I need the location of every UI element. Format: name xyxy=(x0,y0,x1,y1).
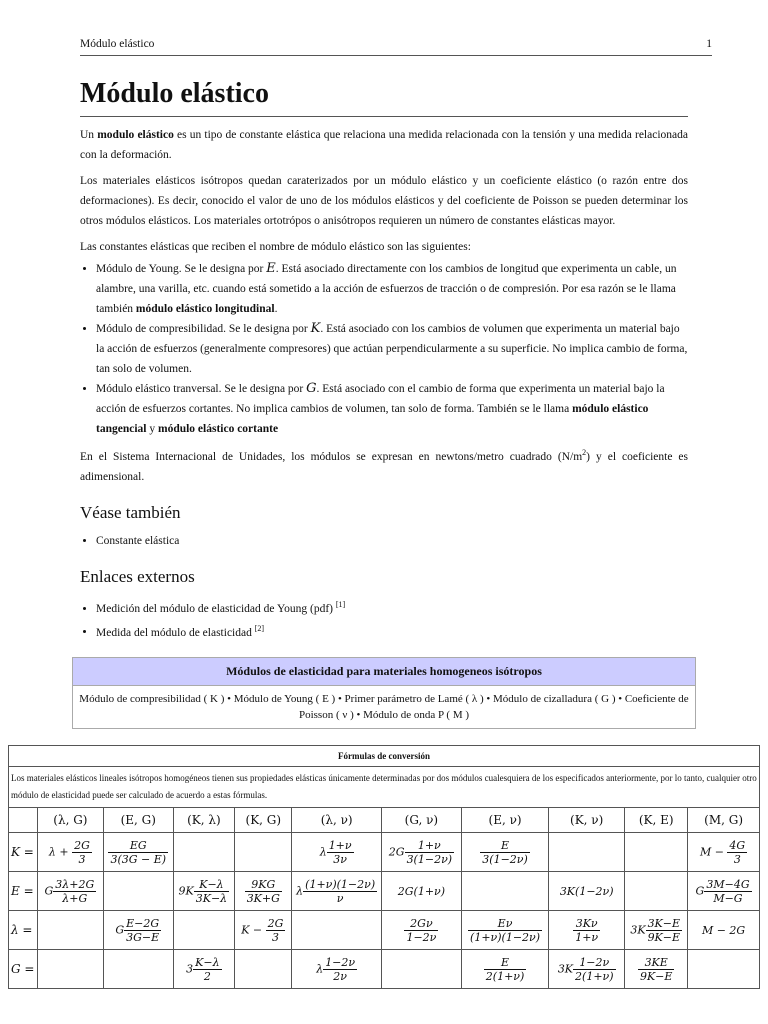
compress-pre: Módulo de compresibilidad. Se le designa por xyxy=(96,323,311,335)
formula-fraction xyxy=(404,917,438,944)
formula-cell xyxy=(461,950,548,989)
formula-cell xyxy=(37,911,103,950)
formula-cell: M − 2G xyxy=(688,911,760,950)
article-title: Módulo elástico xyxy=(80,78,688,117)
formula-cell xyxy=(688,833,760,872)
formula-cell xyxy=(235,911,292,950)
formula-prefix: λ + xyxy=(48,845,73,858)
fraction-numerator: 4G xyxy=(729,838,746,852)
units-paragraph xyxy=(80,443,688,487)
formula-prefix: G xyxy=(695,884,705,897)
formula-cell xyxy=(37,833,103,872)
fraction-numerator: 2G xyxy=(267,916,284,930)
formula-fraction xyxy=(327,839,354,866)
fraction-denominator: 3 xyxy=(733,852,741,866)
formula-cell xyxy=(625,833,688,872)
conversion-table xyxy=(8,745,760,989)
column-header: (λ, G) xyxy=(37,808,103,833)
see-also-heading: Véase también xyxy=(80,502,181,522)
formula-cell: 3K(1−2ν) xyxy=(549,872,625,911)
formula-fraction xyxy=(573,956,615,983)
navbox-title: Módulos de elasticidad para materiales homogeneos isótropos xyxy=(73,658,695,686)
formula-prefix: 3K xyxy=(630,923,646,936)
formula-fraction xyxy=(72,839,92,866)
fraction-numerator: Eν xyxy=(468,917,542,931)
fraction-denominator: M−G xyxy=(713,891,743,905)
fraction-denominator: 2(1+ν) xyxy=(485,969,525,983)
shear-bold-2: módulo elástico cortante xyxy=(157,423,279,435)
formula-cell xyxy=(235,833,292,872)
fraction-numerator: (1+ν)(1−2ν) xyxy=(305,877,376,891)
formula-fraction xyxy=(638,956,674,983)
formula-cell xyxy=(688,872,760,911)
formula-cell xyxy=(549,833,625,872)
conversion-rows xyxy=(9,833,760,989)
fraction-denominator: 9K−E xyxy=(639,969,673,983)
formula-cell xyxy=(292,833,381,872)
formula-fraction xyxy=(194,878,229,905)
formula-fraction xyxy=(704,878,751,905)
fraction-denominator: 3(1−2ν) xyxy=(406,852,453,866)
formula-cell xyxy=(549,911,625,950)
row-label: K = xyxy=(9,833,38,872)
fraction-denominator: 2ν xyxy=(333,969,347,983)
fraction-numerator: E−2G xyxy=(126,916,160,930)
formula-cell xyxy=(625,872,688,911)
formula-prefix: λ xyxy=(319,845,327,858)
fraction-numerator: 3λ+2G xyxy=(55,877,95,891)
formula-fraction xyxy=(245,878,282,905)
formula-cell xyxy=(625,911,688,950)
column-header: (λ, ν) xyxy=(292,808,381,833)
column-header xyxy=(9,808,38,833)
fraction-denominator: 2(1+ν) xyxy=(575,969,614,983)
conversion-row xyxy=(9,833,760,872)
fraction-numerator: 1+ν xyxy=(405,839,454,853)
formula-cell xyxy=(103,911,173,950)
formula-cell xyxy=(235,872,292,911)
formula-fraction xyxy=(266,917,286,944)
paragraph-constants: Las constantes elásticas que reciben el nombre de módulo elástico son las siguientes: xyxy=(80,241,471,253)
formula-fraction xyxy=(53,878,96,905)
formula-fraction xyxy=(405,839,454,866)
formula-cell xyxy=(461,872,548,911)
intro-pre: Un xyxy=(80,129,98,141)
list-item-young xyxy=(96,259,688,319)
young-symbol: E xyxy=(266,261,276,276)
formula-fraction xyxy=(573,917,600,944)
fraction-denominator: λ+G xyxy=(62,891,88,905)
external-links-heading: Enlaces externos xyxy=(80,566,195,586)
page-header xyxy=(80,38,712,56)
formula-prefix: G xyxy=(115,923,125,936)
column-header: (M, G) xyxy=(688,808,760,833)
shear-post: . Está asociado con el cambio de forma que experimenta un material bajo la acción de esfuerzos cortantes. No implica cambios de volumen, tan solo de forma. También se le llama xyxy=(96,383,665,415)
units-pre: En el Sistema Internacional de Unidades, los módulos se expresan en newtons/metro cuadrado (N/m xyxy=(80,450,583,463)
fraction-denominator: (1+ν)(1−2ν) xyxy=(470,930,541,944)
shear-symbol: G xyxy=(306,381,317,396)
fraction-numerator: 1+ν xyxy=(328,838,352,852)
formula-cell xyxy=(292,872,381,911)
fraction-denominator: 3ν xyxy=(333,852,347,866)
formula-fraction xyxy=(193,956,221,983)
formula-cell xyxy=(292,950,381,989)
fraction-numerator: K−λ xyxy=(194,878,229,892)
units-sup: 2 xyxy=(582,448,587,457)
formula-fraction xyxy=(468,917,542,944)
fraction-numerator: 2G xyxy=(74,838,90,852)
article-content xyxy=(80,78,688,642)
shear-pre: Módulo elástico tranversal. Se le designa por xyxy=(96,383,307,395)
fraction-denominator: 2 xyxy=(203,969,211,983)
external-link-text[interactable]: Medición del módulo de elasticidad de Young (pdf) xyxy=(96,602,336,615)
row-label: E = xyxy=(9,872,38,911)
external-link-ref[interactable]: [1] xyxy=(335,599,346,609)
column-header: (K, ν) xyxy=(549,808,625,833)
formula-fraction xyxy=(323,956,357,983)
formula-fraction xyxy=(303,878,377,905)
formula-prefix: λ xyxy=(296,884,304,897)
fraction-numerator: E xyxy=(484,956,526,970)
fraction-numerator: 2Gν xyxy=(404,917,438,931)
see-also-list xyxy=(80,531,688,551)
header-title: Módulo elástico xyxy=(80,38,155,50)
fraction-numerator: EG xyxy=(108,839,168,853)
navbox xyxy=(72,657,696,729)
row-label: G = xyxy=(9,950,38,989)
formula-prefix: 9K xyxy=(178,884,194,897)
fraction-denominator: 3G−E xyxy=(126,930,160,944)
intro-paragraph xyxy=(80,125,688,165)
navbox-body[interactable]: Módulo de compresibilidad ( K ) • Módulo de Young ( E ) • Primer parámetro de Lamé ( λ ) • Módulo de cizalladura ( G ) • Coeficiente de Poisson ( ν ) • Módulo de onda P ( M ) xyxy=(79,693,689,721)
conversion-header-row xyxy=(9,808,760,833)
fraction-numerator: K−λ xyxy=(195,955,220,969)
external-link-ref[interactable]: [2] xyxy=(254,623,265,633)
formula-cell xyxy=(461,833,548,872)
formula-fraction xyxy=(484,956,526,983)
formula-prefix: G xyxy=(44,884,54,897)
formula-cell xyxy=(688,950,760,989)
formula-fraction xyxy=(727,839,747,866)
external-link-item[interactable] xyxy=(96,619,688,643)
formula-prefix: K − xyxy=(241,923,266,936)
fraction-denominator: 3K+G xyxy=(246,891,280,905)
fraction-denominator: 3(3G − E) xyxy=(110,852,167,866)
fraction-numerator: 3Kν xyxy=(573,917,600,931)
fraction-denominator: ν xyxy=(336,891,344,905)
formula-cell: 2G(1+ν) xyxy=(381,872,461,911)
young-tail: . xyxy=(274,303,278,315)
column-header: (G, ν) xyxy=(381,808,461,833)
external-link-text[interactable]: Medida del módulo de elasticidad xyxy=(96,626,255,639)
formula-prefix: 2G xyxy=(388,845,405,858)
fraction-numerator: 3KE xyxy=(638,956,674,970)
conversion-description: Los materiales elásticos lineales isótropos homogéneos tienen sus propiedades elásticas únicamente determinadas por dos módulos cualesquiera de los especificados anteriormente, por lo tanto, cualquier otro módulo de elasticidad puede ser calculado de acuerdo a estas fórmulas. xyxy=(9,767,760,808)
row-label: λ = xyxy=(9,911,38,950)
units-post: ) y el coeficiente es adimensional. xyxy=(80,450,688,483)
formula-cell xyxy=(381,950,461,989)
fraction-numerator: 1−2ν xyxy=(573,956,615,970)
formula-cell xyxy=(173,833,235,872)
formula-cell xyxy=(235,950,292,989)
formula-cell xyxy=(381,911,461,950)
conversion-row xyxy=(9,950,760,989)
fraction-denominator: 3 xyxy=(272,930,280,944)
page-number: 1 xyxy=(706,38,712,50)
formula-cell xyxy=(103,833,173,872)
formula-prefix: 3 xyxy=(186,962,194,975)
young-pre: Módulo de Young. Se le designa por xyxy=(96,263,267,275)
formula-cell xyxy=(173,872,235,911)
formula-fraction xyxy=(646,917,682,944)
list-item-compressibility xyxy=(96,319,688,379)
fraction-denominator: 1+ν xyxy=(575,930,599,944)
fraction-numerator: 1−2ν xyxy=(325,955,356,969)
formula-cell xyxy=(461,911,548,950)
formula-fraction xyxy=(124,917,161,944)
fraction-numerator: 3M−4G xyxy=(706,877,750,891)
fraction-numerator: E xyxy=(480,839,529,853)
list-item-shear xyxy=(96,379,688,439)
fraction-denominator: 3 xyxy=(78,852,86,866)
fraction-denominator: 9K−E xyxy=(647,930,681,944)
column-header: (E, ν) xyxy=(461,808,548,833)
formula-cell xyxy=(625,950,688,989)
young-bold: módulo elástico longitudinal xyxy=(135,303,275,315)
formula-cell xyxy=(549,950,625,989)
column-header: (K, G) xyxy=(235,808,292,833)
formula-cell xyxy=(292,911,381,950)
formula-cell xyxy=(103,950,173,989)
modulus-list xyxy=(80,259,688,439)
formula-prefix: 3K xyxy=(557,962,574,975)
external-link-item[interactable] xyxy=(96,595,688,619)
formula-cell xyxy=(103,872,173,911)
column-header: (E, G) xyxy=(103,808,173,833)
compress-symbol: K xyxy=(310,321,321,336)
column-header: (K, λ) xyxy=(173,808,235,833)
shear-tail: y xyxy=(146,423,158,435)
see-also-item[interactable]: • Constante elástica xyxy=(96,531,688,551)
paragraph-isotropic: Los materiales elásticos isótropos quedan caraterizados por un módulo elástico y un coeficiente elástico (o razón entre dos deformaciones). Es decir, conocido el valor de uno de los módulos elásticos y del coeficiente de Poisson se pueden determinar los otros módulos elásticos. Los materiales ortotrópos o anisótropos requieren un número de constantes elásticas mayor. xyxy=(80,175,688,227)
formula-cell xyxy=(37,872,103,911)
fraction-numerator: 3K−E xyxy=(647,916,681,930)
fraction-denominator: 3K−λ xyxy=(195,891,228,905)
formula-fraction xyxy=(480,839,529,866)
formula-cell xyxy=(37,950,103,989)
fraction-denominator: 1−2ν xyxy=(406,930,437,944)
formula-fraction xyxy=(108,839,168,866)
formula-cell xyxy=(173,911,235,950)
conversion-row xyxy=(9,911,760,950)
compress-post: . Está asociado con los cambios de volumen que experimenta un material bajo la acción de esfuerzos (generalmente compresores) que actúan perpendicularmente a su superficie. No implica cambio de forma, tan solo de volumen. xyxy=(96,323,688,375)
young-post: . Está asociado directamente con los cambios de longitud que experimenta un cable, un alambre, una varilla, etc. cuando está sometido a la acción de esfuerzos de tracción o de compresión. Por esa razón se le llama también xyxy=(96,263,677,315)
conversion-row xyxy=(9,872,760,911)
intro-post: es un tipo de constante elástica que relaciona una medida relacionada con la tensión y una medida relacionada con la deformación. xyxy=(80,129,688,161)
shear-bold-1: módulo elástico tangencial xyxy=(96,403,649,435)
external-links-list xyxy=(80,595,688,643)
column-header: (K, E) xyxy=(625,808,688,833)
fraction-numerator: 9KG xyxy=(245,878,282,892)
conversion-title: Fórmulas de conversión xyxy=(9,746,760,767)
formula-prefix: λ xyxy=(316,962,324,975)
intro-bold-term: modulo elástico xyxy=(97,129,174,141)
formula-cell xyxy=(381,833,461,872)
formula-prefix: M − xyxy=(699,845,728,858)
fraction-denominator: 3(1−2ν) xyxy=(482,852,528,866)
formula-cell xyxy=(173,950,235,989)
